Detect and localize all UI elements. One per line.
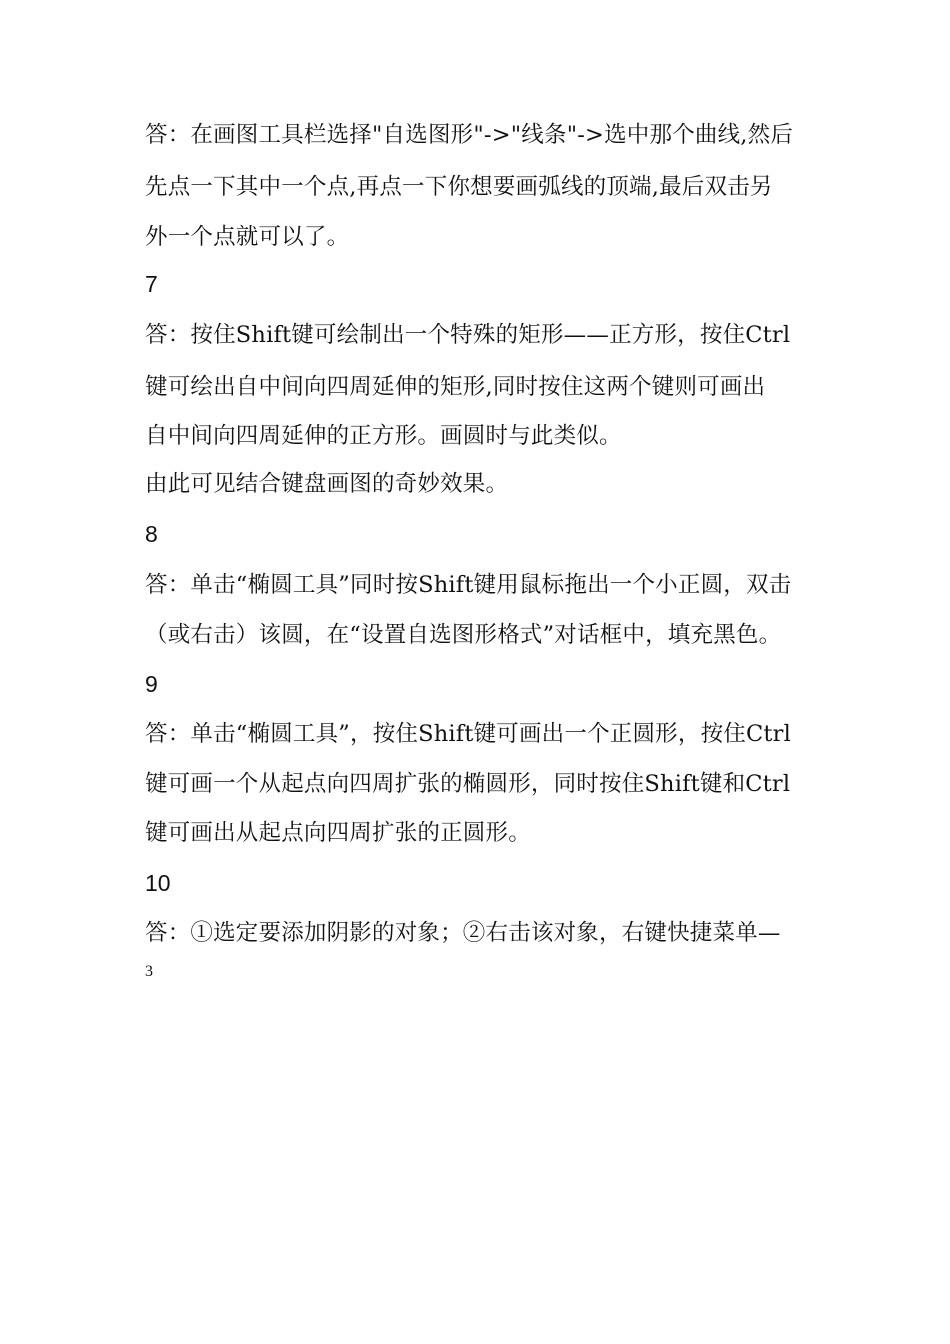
answer-8-line-1: 答：单击“椭圆工具”同时按Shift键用鼠标拖出一个小正圆，双击 (145, 572, 792, 598)
answer-8-line-2: （或右击）该圆，在“设置自选图形格式”对话框中，填充黑色。 (145, 622, 782, 648)
answer-7-line-2: 键可绘出自中间向四周延伸的矩形,同时按住这两个键则可画出 (145, 374, 766, 400)
question-number-10: 10 (145, 870, 171, 896)
answer-6-line-1: 答：在画图工具栏选择"自选图形"->"线条"->选中那个曲线,然后 (145, 122, 794, 148)
question-number-8: 8 (145, 521, 158, 547)
question-number-7: 7 (145, 271, 158, 297)
question-number-9: 9 (145, 671, 158, 697)
answer-7-line-1: 答：按住Shift键可绘制出一个特殊的矩形——正方形，按住Ctrl (145, 322, 791, 348)
answer-9-line-1: 答：单击“椭圆工具”，按住Shift键可画出一个正圆形，按住Ctrl (145, 721, 791, 747)
answer-9-line-2: 键可画一个从起点向四周扩张的椭圆形，同时按住Shift键和Ctrl (145, 771, 791, 797)
answer-9-line-3: 键可画出从起点向四周扩张的正圆形。 (145, 820, 531, 846)
page-number: 3 (145, 963, 153, 980)
answer-7-line-4: 由此可见结合键盘画图的奇妙效果。 (145, 471, 509, 497)
answer-6-line-2: 先点一下其中一个点,再点一下你想要画弧线的顶端,最后双击另 (145, 174, 773, 200)
answer-10-line-1: 答：①选定要添加阴影的对象；②右击该对象，右键快捷菜单— (145, 920, 781, 946)
answer-7-line-3: 自中间向四周延伸的正方形。画圆时与此类似。 (145, 423, 622, 449)
answer-6-line-3: 外一个点就可以了。 (145, 224, 350, 250)
